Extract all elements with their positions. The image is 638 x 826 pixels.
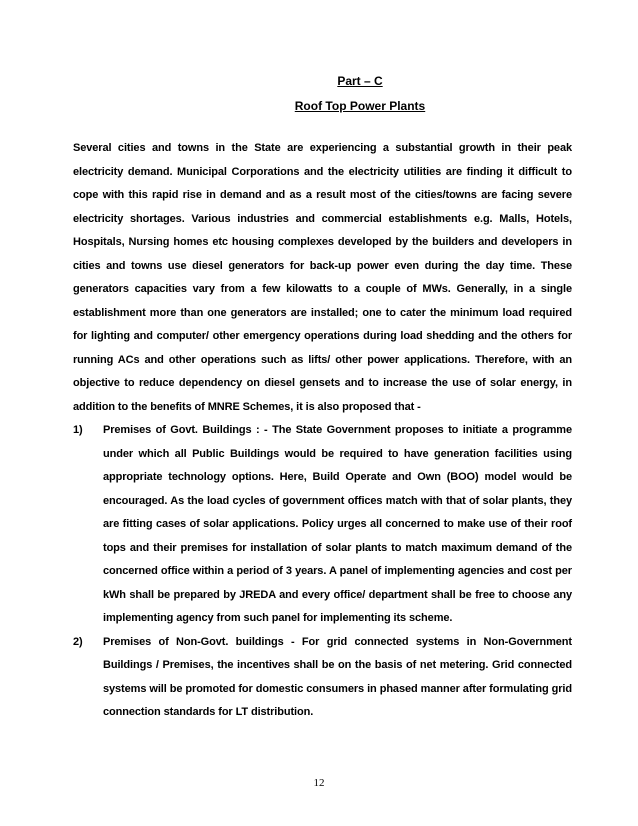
list-item-number: 2) xyxy=(73,635,83,648)
list-item-number: 1) xyxy=(73,424,83,436)
page-number: 12 xyxy=(313,777,325,789)
list-item-text: Premises of Non-Govt. buildings - For grid connected systems in Non-Government Buildings / Premises, the incentives shall be on the basis of net metering. Grid connected systems will be promoted for domestic consumers in phased manner after formulating grid connection standards for LT distribution. xyxy=(103,635,572,718)
list-item-text: Premises of Govt. Buildings : - The State Government proposes to initiate a programme under which all Public Buildings would be required to have generation facilities using appropriate technology options. Here, Build Operate and Own (BOO) model would be encouraged. As the load cycles of government offices match with that of solar plants, they are fitting cases of solar applications. Policy urges all concerned to make use of their roof tops and their premises for installation of solar plants to match maximum demand of the concerned office within a period of 3 years. A panel of implementing agencies and cost per kWh shall be prepared by JREDA and every office/ department shall be free to choose any implementing agency from such panel for implementing its scheme. xyxy=(103,424,572,624)
list-item xyxy=(73,631,572,725)
section-title: Roof Top Power Plants xyxy=(294,99,426,113)
part-heading: Part – C xyxy=(337,74,383,88)
intro-paragraph: Several cities and towns in the State are experiencing a substantial growth in their peak electricity demand. Municipal Corporations and the electricity utilities are finding it difficult to cope with this rapid rise in demand and as a result most of the cities/towns are facing severe electricity shortages. Various industries and commercial establishments e.g. Malls, Hotels, Hospitals, Nursing homes etc housing complexes developed by the builders and developers in cities and towns use diesel generators for back-up power even during the day time. These generators capacities vary from a few kilowatts to a couple of MWs. Generally, in a single establishment more than one generators are installed; one to cater the minimum load required for lighting and computer/ other emergency operations during load shedding and the others for running ACs and other operations such as lifts/ other power applications. Therefore, with an objective to reduce dependency on diesel gensets and to increase the use of solar energy, in addition to the benefits of MNRE Schemes, it is also proposed that - xyxy=(73,142,572,413)
list-item xyxy=(73,419,572,631)
body-text xyxy=(73,137,572,725)
